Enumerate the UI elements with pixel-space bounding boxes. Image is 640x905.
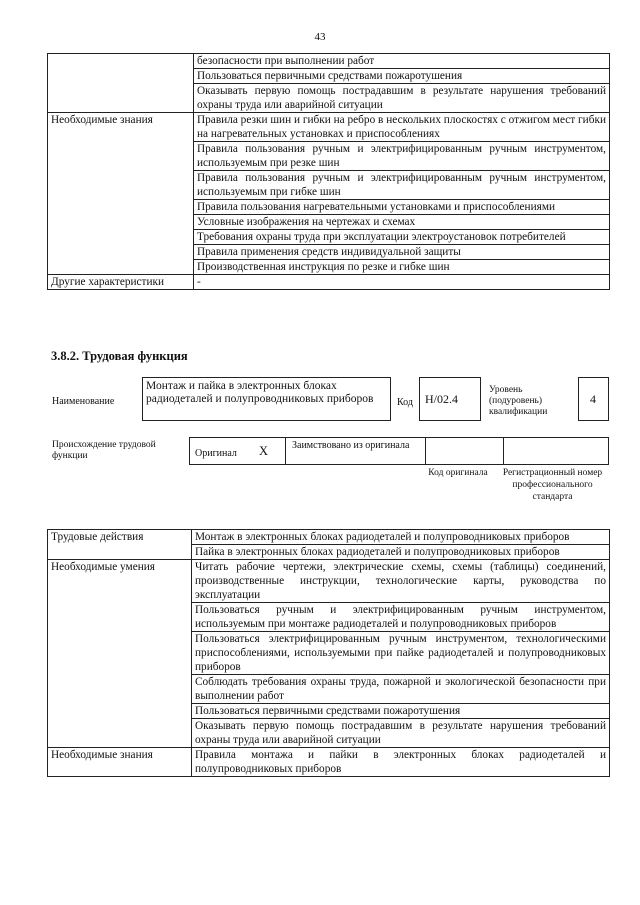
name-value: Монтаж и пайка в электронных блоках радиодеталей и полупроводниковых приборов bbox=[146, 380, 374, 405]
requirement-item: безопасности при выполнении работ bbox=[194, 54, 610, 69]
bottom-table-body bbox=[48, 530, 610, 777]
requirement-item: Пайка в электронных блоках радиодеталей и полупроводниковых приборов bbox=[192, 545, 610, 560]
level-label: Уровень (подуровень) квалификации bbox=[489, 385, 548, 417]
requirement-item: Оказывать первую помощь пострадавшим в результате нарушения требований охраны труда или аварийной ситуации bbox=[192, 719, 610, 748]
row-group-label: Необходимые знания bbox=[48, 113, 194, 275]
code-caption: Код оригинала bbox=[428, 468, 488, 478]
requirement-item: Правила пользования ручным и электрифицированным ручным инструментом, используемым при резке шин bbox=[194, 142, 610, 171]
row-group-label bbox=[48, 54, 194, 113]
requirement-item: Условные изображения на чертежах и схемах bbox=[194, 215, 610, 230]
table-row bbox=[48, 54, 610, 69]
table-row bbox=[48, 560, 610, 603]
section-heading: 3.8.2. Трудовая функция bbox=[51, 349, 188, 363]
page-number: 43 bbox=[314, 31, 326, 43]
requirement-item: Пользоваться первичными средствами пожаротушения bbox=[192, 704, 610, 719]
requirement-item: Правила монтажа и пайки в электронных блоках радиодеталей и полупроводниковых приборов bbox=[192, 748, 610, 777]
origin-label: Происхождение трудовой функции bbox=[52, 440, 156, 461]
row-group-label: Трудовые действия bbox=[48, 530, 192, 560]
requirement-item: - bbox=[194, 275, 610, 290]
requirement-item: Оказывать первую помощь пострадавшим в результате нарушения требований охраны труда или аварийной ситуации bbox=[194, 84, 610, 113]
level-value: 4 bbox=[590, 392, 596, 406]
top-table-body bbox=[48, 54, 610, 290]
requirement-item: Производственная инструкция по резке и гибке шин bbox=[194, 260, 610, 275]
reg-caption: Регистрационный номер профессионального стандарта bbox=[502, 468, 603, 502]
row-group-label: Другие характеристики bbox=[48, 275, 194, 290]
requirement-item: Пользоваться ручным и электрифицированным ручным инструментом, используемым при монтаже радиодеталей и полупроводниковых приборов bbox=[192, 603, 610, 632]
requirement-item: Правила пользования ручным и электрифицированным ручным инструментом, используемым при гибке шин bbox=[194, 171, 610, 200]
requirement-item: Пользоваться первичными средствами пожаротушения bbox=[194, 69, 610, 84]
requirement-item: Монтаж в электронных блоках радиодеталей и полупроводниковых приборов bbox=[192, 530, 610, 545]
original-label: Оригинал bbox=[195, 448, 237, 459]
bottom-requirements-table bbox=[47, 529, 610, 777]
code-value: H/02.4 bbox=[425, 392, 458, 406]
table-row bbox=[48, 530, 610, 545]
table-row bbox=[48, 275, 610, 290]
table-row bbox=[48, 748, 610, 777]
requirement-item: Соблюдать требования охраны труда, пожарной и экологической безопасности при выполнении работ bbox=[192, 675, 610, 704]
requirement-item: Пользоваться электрифицированным ручным инструментом, технологическими приспособлениями, используемыми при пайке радиодеталей и полупроводниковых приборов bbox=[192, 632, 610, 675]
name-label: Наименование bbox=[52, 396, 115, 407]
requirement-item: Правила резки шин и гибки на ребро в нескольких плоскостях с отжигом мест гибки на нагревательных установках и приспособлениях bbox=[194, 113, 610, 142]
table-row bbox=[48, 113, 610, 142]
top-requirements-table bbox=[47, 53, 610, 290]
row-group-label: Необходимые умения bbox=[48, 560, 192, 748]
borrowed-label: Заимствовано из оригинала bbox=[292, 440, 410, 451]
requirement-item: Правила пользования нагревательными установками и приспособлениями bbox=[194, 200, 610, 215]
requirement-item: Правила применения средств индивидуальной защиты bbox=[194, 245, 610, 260]
requirement-item: Требования охраны труда при эксплуатации электроустановок потребителей bbox=[194, 230, 610, 245]
code-label: Код bbox=[397, 397, 413, 408]
row-group-label: Необходимые знания bbox=[48, 748, 192, 777]
requirement-item: Читать рабочие чертежи, электрические схемы, схемы (таблицы) соединений, производственные инструкции, технологические карты, руководства по эксплуатации bbox=[192, 560, 610, 603]
original-mark: X bbox=[259, 444, 269, 458]
